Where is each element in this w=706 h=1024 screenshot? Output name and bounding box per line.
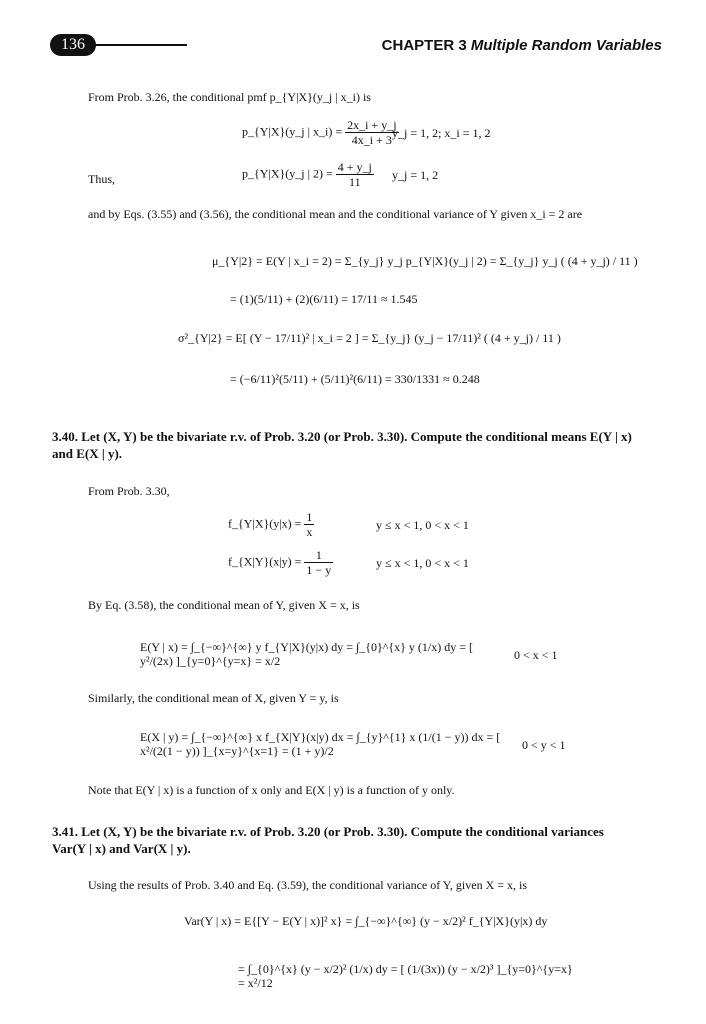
eq1-numerator: 2x_i + y_j <box>347 118 397 132</box>
f-x-given-y-equation <box>228 548 333 577</box>
by-eq-358-text: By Eq. (3.58), the conditional mean of Y, given X = x, is <box>88 598 360 612</box>
conditional-variance-line2: = (−6/11)²(5/11) + (5/11)²(6/11) = 330/1331 ≈ 0.248 <box>230 372 480 386</box>
problem-3-40-number: 3.40. <box>52 429 78 444</box>
from-prob-326-text: From Prob. 3.26, the conditional pmf p_{Y|X}(y_j | x_i) is <box>88 90 371 104</box>
eq1-lhs: p_{Y|X}(y_j | x_i) = <box>242 124 343 139</box>
eq1-condition: y_j = 1, 2; x_i = 1, 2 <box>392 126 491 140</box>
conditional-variance-y-line1: Var(Y | x) = E{[Y − E(Y | x)]² x} = ∫_{−∞}^{∞} (y − x/2)² f_{Y|X}(y|x) dy <box>184 914 548 928</box>
conditional-mean-x-equation: E(X | y) = ∫_{−∞}^{∞} x f_{X|Y}(x|y) dx = ∫_{y}^{1} x (1/(1 − y)) dx = [ x²/(2(1 − y)) ]_{x=y}^{x=1} = (1 + y)/2 <box>140 730 501 758</box>
eq1-fraction <box>345 118 398 147</box>
page-number-badge <box>50 34 96 56</box>
eq1-denominator: 4x_i + 3 <box>351 133 392 147</box>
running-header <box>382 37 662 54</box>
f2-lhs: f_{X|Y}(x|y) = <box>228 554 302 569</box>
f1-numerator: 1 <box>306 510 313 524</box>
page-number: 136 <box>61 36 85 53</box>
conditional-mean-line2: = (1)(5/11) + (2)(6/11) = 17/11 ≈ 1.545 <box>230 292 418 306</box>
eq2-numerator: 4 + y_j <box>337 160 372 174</box>
problem-3-41-statement <box>52 823 632 857</box>
conditional-variance-line1: σ²_{Y|2} = E[ (Y − 17/11)² | x_i = 2 ] = Σ_{y_j} (y_j − 17/11)² ( (4 + y_j) / 11 ) <box>178 331 561 345</box>
f-y-given-x-equation <box>228 510 314 539</box>
chapter-label: CHAPTER 3 <box>381 37 467 54</box>
conditional-variance-y-line2: = ∫_{0}^{x} (y − x/2)² (1/x) dy = [ (1/(3x)) (y − x/2)³ ]_{y=0}^{y=x} = x²/12 <box>238 962 573 990</box>
header-rule <box>92 44 187 46</box>
f2-denominator: 1 − y <box>306 563 332 577</box>
problem-3-41-text: Let (X, Y) be the bivariate r.v. of Prob. 3.20 (or Prob. 3.30). Compute the conditional variances Var(Y | x) and Var(X | y). <box>52 824 604 856</box>
pmf-given-2-equation <box>242 160 374 189</box>
conditional-mean-y-condition: 0 < x < 1 <box>514 648 558 662</box>
f1-fraction <box>304 510 314 539</box>
chapter-title: Multiple Random Variables <box>470 37 662 54</box>
by-eqs-355-356-text: and by Eqs. (3.55) and (3.56), the conditional mean and the conditional variance of Y given x_i = 2 are <box>88 207 583 221</box>
similarly-text: Similarly, the conditional mean of X, given Y = y, is <box>88 691 339 705</box>
conditional-mean-x-condition: 0 < y < 1 <box>522 738 566 752</box>
problem-3-40-statement <box>52 428 632 462</box>
conditional-mean-line1: μ_{Y|2} = E(Y | x_i = 2) = Σ_{y_j} y_j p_{Y|X}(y_j | 2) = Σ_{y_j} y_j ( (4 + y_j) / 11 ) <box>212 254 638 268</box>
using-results-text: Using the results of Prob. 3.40 and Eq. (3.59), the conditional variance of Y, given X = x, is <box>88 878 528 892</box>
conditional-mean-y-equation: E(Y | x) = ∫_{−∞}^{∞} y f_{Y|X}(y|x) dy = ∫_{0}^{x} y (1/x) dy = [ y²/(2x) ]_{y=0}^{y=x} = x/2 <box>140 640 474 668</box>
eq2-lhs: p_{Y|X}(y_j | 2) = <box>242 166 333 181</box>
f1-denominator: x <box>306 525 313 539</box>
problem-3-40-text: Let (X, Y) be the bivariate r.v. of Prob. 3.20 (or Prob. 3.30). Compute the conditional means E(Y | x) and E(X | y). <box>52 429 632 461</box>
eq2-denominator: 11 <box>349 175 361 189</box>
f2-fraction <box>304 548 333 577</box>
f2-condition: y ≤ x < 1, 0 < x < 1 <box>376 556 469 570</box>
eq2-condition: y_j = 1, 2 <box>392 168 439 182</box>
f2-numerator: 1 <box>304 548 333 563</box>
eq2-fraction <box>336 160 374 189</box>
conditional-pmf-equation <box>242 118 399 147</box>
problem-3-41-number: 3.41. <box>52 824 78 839</box>
thus-label: Thus, <box>88 172 115 186</box>
from-prob-330-text: From Prob. 3.30, <box>88 484 170 498</box>
f1-lhs: f_{Y|X}(y|x) = <box>228 516 302 531</box>
note-function-text: Note that E(Y | x) is a function of x only and E(X | y) is a function of y only. <box>88 783 455 797</box>
f1-condition: y ≤ x < 1, 0 < x < 1 <box>376 518 469 532</box>
